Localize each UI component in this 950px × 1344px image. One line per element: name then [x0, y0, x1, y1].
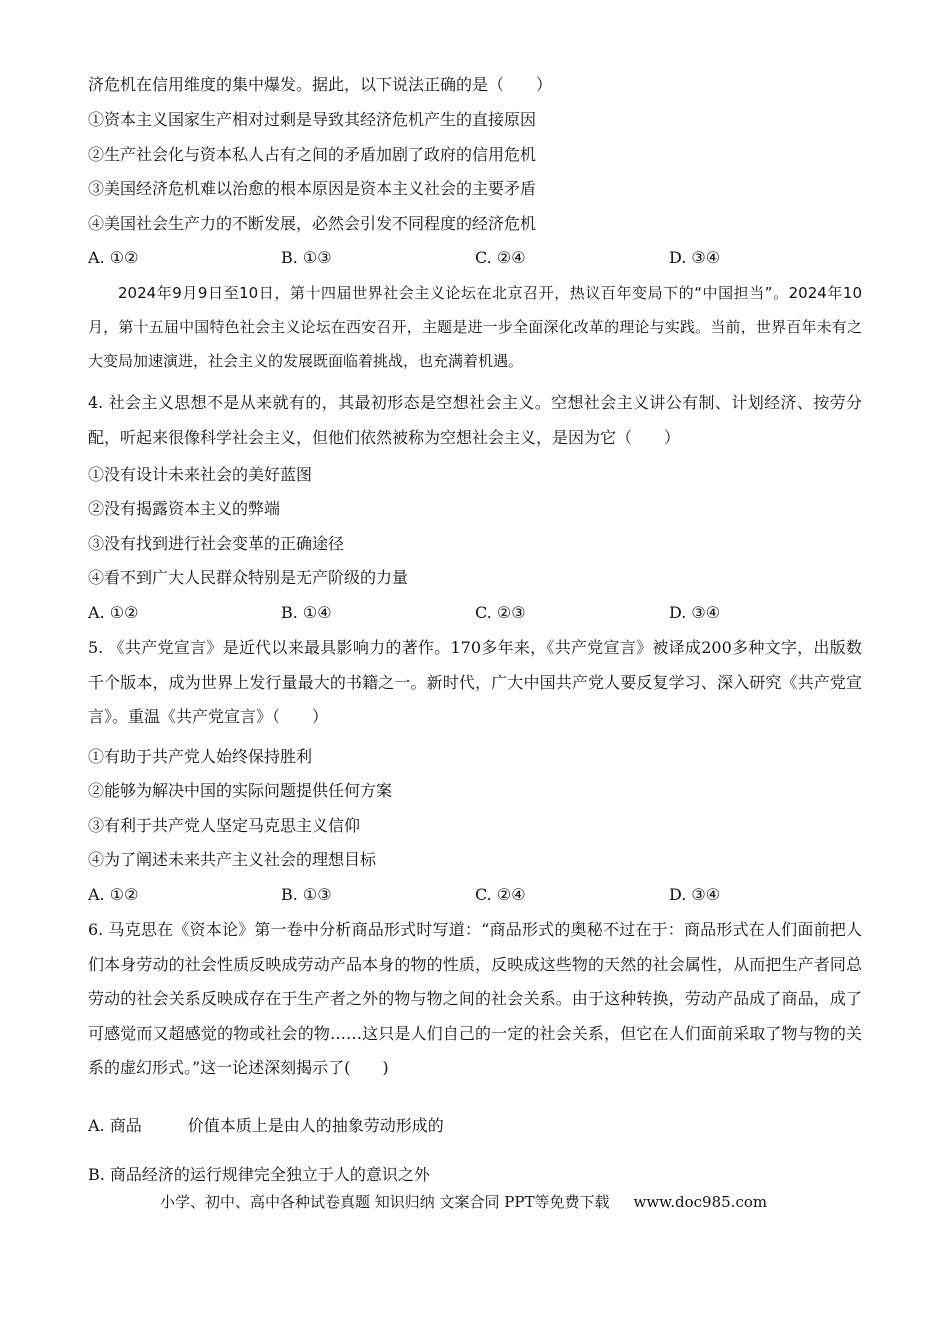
q4-item-2: ②没有揭露资本主义的弊端: [88, 499, 281, 518]
q5-item-1: ①有助于共产党人始终保持胜利: [88, 747, 313, 766]
q4-option-c: C. ②③: [475, 603, 526, 622]
q3-item-4: ④美国社会生产力的不断发展，必然会引发不同程度的经济危机: [88, 214, 537, 233]
q5-option-b: B. ①③: [281, 885, 332, 904]
q4-item-4: ④看不到广大人民群众特别是无产阶级的力量: [88, 568, 409, 587]
q6-option-b: B. 商品经济的运行规律完全独立于人的意识之外: [88, 1165, 430, 1184]
q4-option-a: A. ①②: [88, 603, 139, 622]
q3-item-1: ①资本主义国家生产相对过剩是导致其经济危机产生的直接原因: [88, 110, 537, 129]
q5-item-3: ③有利于共产党人坚定马克思主义信仰: [88, 816, 361, 835]
q3-item-2: ②生产社会化与资本私人占有之间的矛盾加剧了政府的信用危机: [88, 145, 537, 164]
q5-option-c: C. ②④: [475, 885, 526, 904]
q6-stem: 6. 马克思在《资本论》第一卷中分析商品形式时写道：“商品形式的奥秘不过在于：商品形式在人们面前把人们本身劳动的社会性质反映成劳动产品本身的物的性质，反映成这些物的天然的社会属性，从而把生产者同总劳动的社会关系反映成存在于生产者之外的物与物之间的社会关系。由于这种转换，劳动产品成了商品，成了可感觉而又超感觉的物或社会的物……这只是人们自己的一定的社会关系，但它在人们面前采取了物与物的关系的虚幻形式。”这一论述深刻揭示了( ): [88, 920, 862, 1077]
q5-item-4: ④为了阐述未来共产主义社会的理想目标: [88, 850, 377, 869]
q4-option-b: B. ①④: [281, 603, 332, 622]
q4-item-3: ③没有找到进行社会变革的正确途径: [88, 534, 345, 553]
q4-item-1: ①没有设计未来社会的美好蓝图: [88, 465, 313, 484]
q3-stem-tail: 济危机在信用维度的集中爆发。据此，以下说法正确的是（ ）: [88, 75, 553, 94]
q5-options: [88, 885, 862, 905]
q6-option-a: [88, 1116, 444, 1136]
q4-option-d: D. ③④: [669, 603, 721, 622]
q5-stem: 5. 《共产党宣言》是近代以来最具影响力的著作。170多年来，《共产党宣言》被译成200多种文字，出版数千个版本，成为世界上发行量最大的书籍之一。新时代，广大中国共产党人要反复学习、深入研究《共产党宣言》。重温《共产党宣言》（ ）: [88, 638, 862, 726]
material-paragraph: 2024年9月9日至10日，第十四届世界社会主义论坛在北京召开，热议百年变局下的“中国担当”。2024年10月，第十五届中国特色社会主义论坛在西安召开，主题是进一步全面深化改革的理论与实践。当前，世界百年未有之大变局加速演进，社会主义的发展既面临着挑战，也充满着机遇。: [88, 284, 862, 370]
q3-item-3: ③美国经济危机难以治愈的根本原因是资本主义社会的主要矛盾: [88, 179, 537, 198]
footer-text: 小学、初中、高中各种试卷真题 知识归纳 文案合同 PPT等免费下载: [160, 1193, 610, 1211]
q3-option-c: C. ②④: [475, 248, 526, 267]
q4-options: [88, 603, 862, 623]
q3-option-b: B. ①③: [281, 248, 332, 267]
q5-item-2: ②能够为解决中国的实际问题提供任何方案: [88, 781, 393, 800]
page-footer: [160, 1192, 767, 1212]
q3-options: [88, 248, 862, 268]
q6-option-a-label: A. 商品: [88, 1116, 142, 1135]
q5-option-d: D. ③④: [669, 885, 721, 904]
q6-option-a-text: 价值本质上是由人的抽象劳动形成的: [187, 1116, 444, 1135]
q4-stem: 4. 社会主义思想不是从来就有的，其最初形态是空想社会主义。空想社会主义讲公有制、计划经济、按劳分配，听起来很像科学社会主义，但他们依然被称为空想社会主义，是因为它（ ）: [88, 393, 862, 447]
q5-option-a: A. ①②: [88, 885, 139, 904]
q3-option-a: A. ①②: [88, 248, 139, 267]
q3-option-d: D. ③④: [669, 248, 721, 267]
footer-url: www.doc985.com: [633, 1193, 768, 1211]
